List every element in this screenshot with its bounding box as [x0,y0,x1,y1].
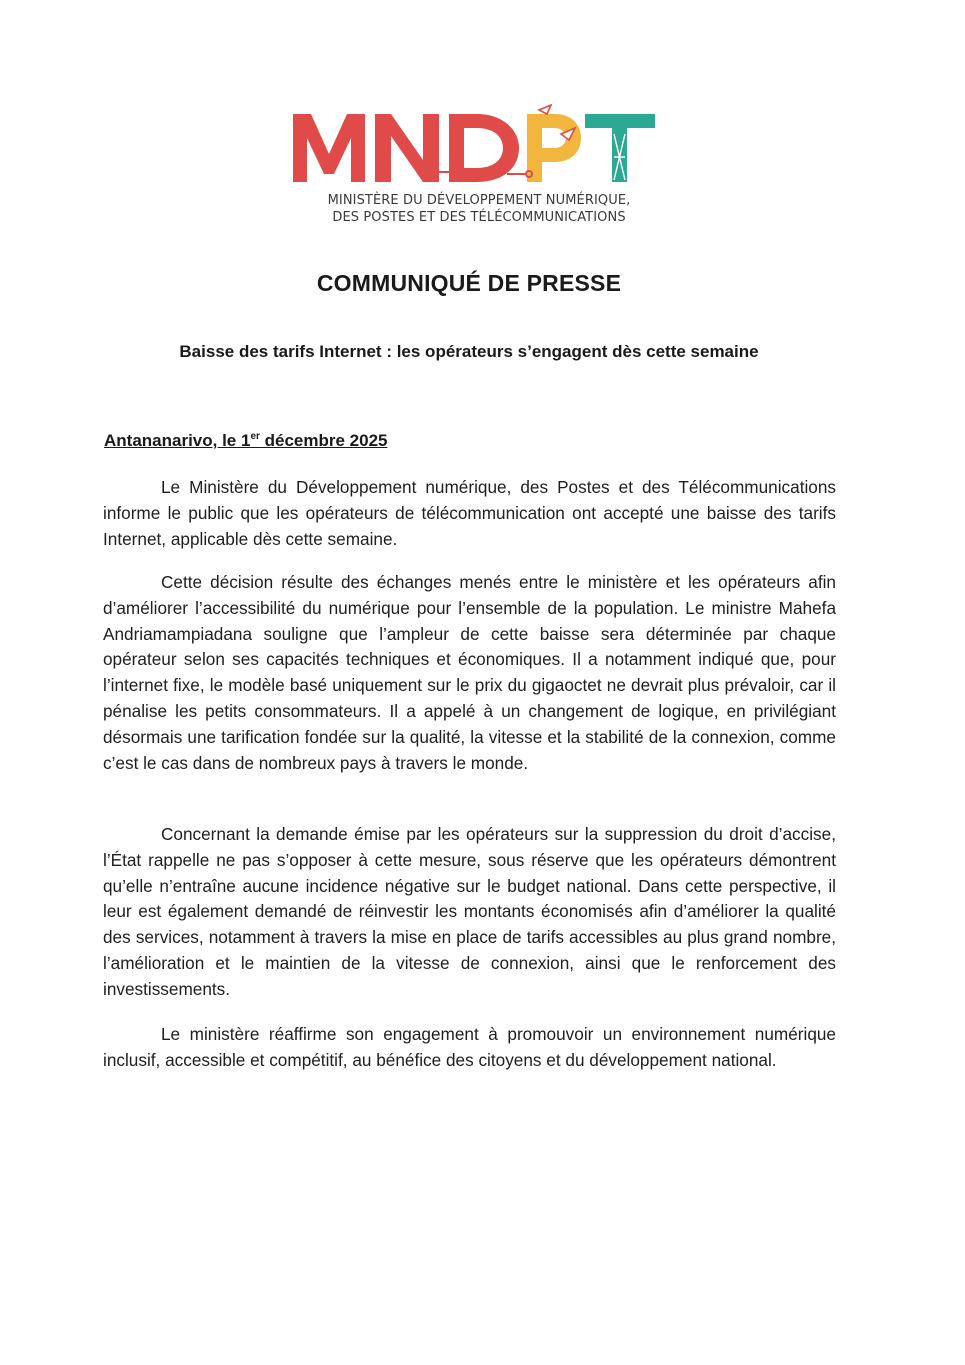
body-paragraph: Concernant la demande émise par les opérateurs sur la suppression du droit d’accise, l’État rappelle ne pas s’opposer à cette mesure, sous réserve que les opérateurs démontrent qu’elle n’entraîne aucune incidence négative sur le budget national. Dans cette perspective, il leur est également demandé de réinvestir les montants économisés afin d’améliorer la qualité des services, notamment à travers la mise en place de tarifs accessibles au plus grand nombre, l’amélioration et le maintien de la vitesse de connexion, ainsi que le renforcement des investissements. [103,824,836,999]
body-paragraph: Le Ministère du Développement numérique, des Postes et des Télécommunications informe le public que les opérateurs de télécommunication ont accepté une baisse des tarifs Internet, applicable dès cette semaine. [103,477,836,549]
ministry-logo [289,102,669,232]
dateline [104,431,387,451]
document-title: COMMUNIQUÉ DE PRESSE [316,270,622,296]
body-paragraph: Cette décision résulte des échanges menés entre le ministère et les opérateurs afin d’améliorer l’accessibilité du numérique pour l’ensemble de la population. Le ministre Mahefa Andriamampiadana souligne que l’ampleur de cette baisse sera déterminée par chaque opérateur selon ses capacités techniques et économiques. Il a notamment indiqué que, pour l’internet fixe, le modèle basé uniquement sur le prix du gigaoctet ne devrait plus prévaloir, car il pénalise les petits consommateurs. Il a appelé à un changement de logique, en privilégiant désormais une tarification fondée sur la qualité, la vitesse et la stabilité de la connexion, comme c’est le cas dans de nombreux pays à travers le monde. [103,572,836,773]
dateline-suffix: décembre 2025 [259,431,388,450]
mndpt-logo-mark [289,102,664,187]
body-paragraph: Le ministère réaffirme son engagement à promouvoir un environnement numérique inclusif, accessible et compétitif, au bénéfice des citoyens et du développement national. [103,1024,836,1070]
document-subtitle: Baisse des tarifs Internet : les opérateurs s’engagent dès cette semaine [179,342,759,361]
ministry-name-line-2: DES POSTES ET DES TÉLÉCOMMUNICATIONS [332,210,626,225]
dateline-superscript: er [250,431,260,442]
ministry-name-line-1: MINISTÈRE DU DÉVELOPPEMENT NUMÉRIQUE, [327,193,631,208]
dateline-prefix: Antananarivo, le 1 [104,431,251,450]
